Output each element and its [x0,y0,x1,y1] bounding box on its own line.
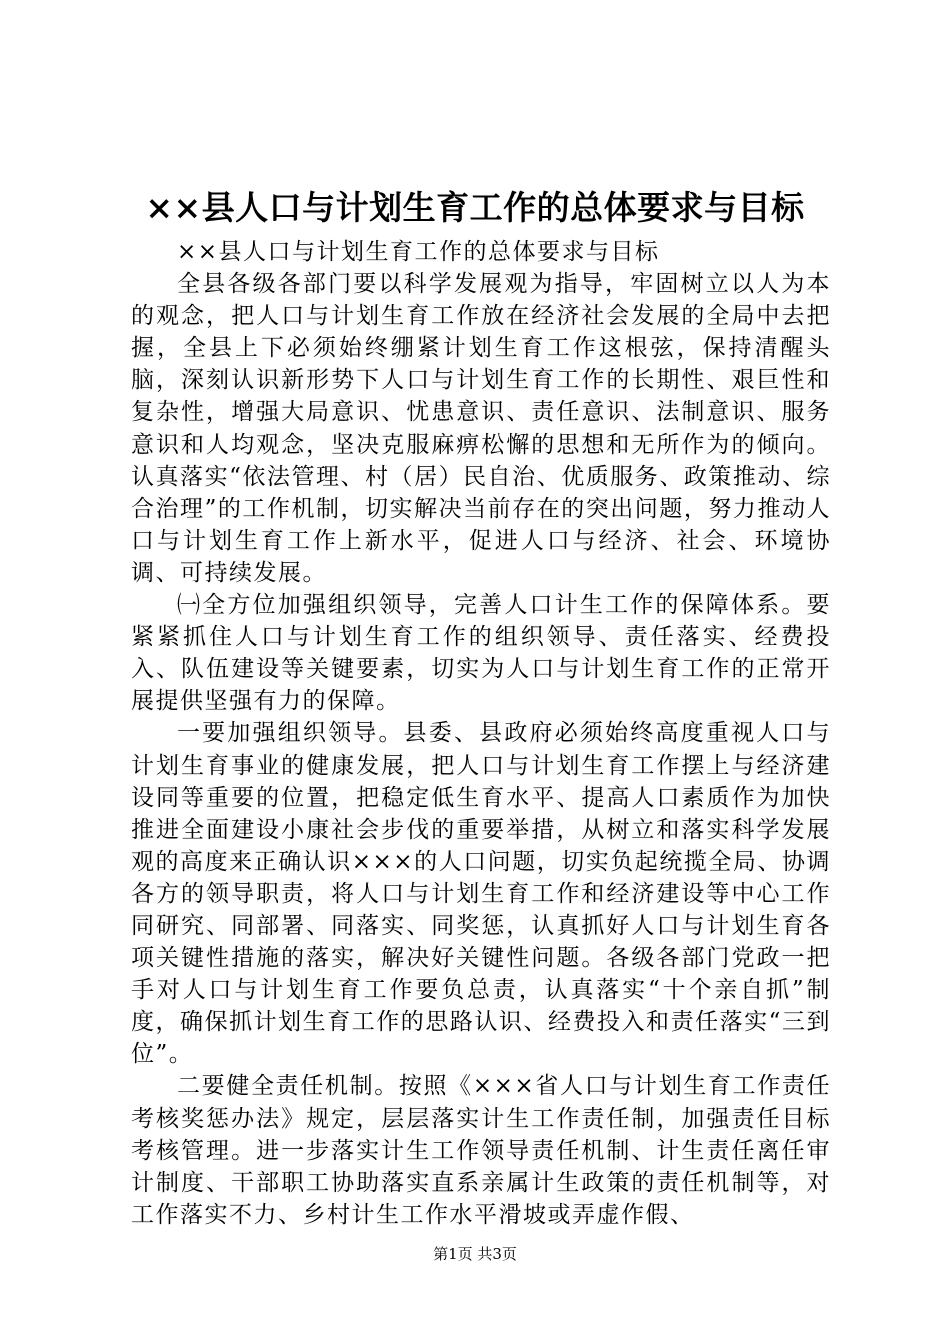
page-number-footer: 第1页 共3页 [433,1245,517,1263]
paragraph-responsibility: 二要健全责任机制。按照《×××省人口与计划生育工作责任考核奖惩办法》规定，层层落实计生工作责任制，加强责任目标考核管理。进一步落实计生工作领导责任机制、计生责任离任审计制度、干部职工协助落实直系亲属计生政策的责任机制等，对工作落实不力、乡村计生工作水平滑坡或弄虚作假、 [131,1073,831,1228]
document-title: ××县人口与计划生育工作的总体要求与目标 [145,188,805,227]
paragraph-leadership: 一要加强组织领导。县委、县政府必须始终高度重视人口与计划生育事业的健康发展，把人口与计划生育工作摆上与经济建设同等重要的位置，把稳定低生育水平、提高人口素质作为加快推进全面建设小康社会步伐的重要举措，从树立和落实科学发展观的高度来正确认识×××的人口问题，切实负起统揽全局、协调各方的领导职责，将人口与计划生育工作和经济建设等中心工作同研究、同部署、同落实、同奖惩，认真抓好人口与计划生育各项关键性措施的落实，解决好关键性问题。各级各部门党政一把手对人口与计划生育工作要负总责，认真落实“十个亲自抓”制度，确保抓计划生育工作的思路认识、经费投入和责任落实“三到位”。 [131,720,831,1068]
paragraph-subtitle: ××县人口与计划生育工作的总体要求与目标 [177,239,660,265]
paragraph-intro: 全县各级各部门要以科学发展观为指导，牢固树立以人为本的观念，把人口与计划生育工作放在经济社会发展的全局中去把握，全县上下必须始终绷紧计划生育工作这根弦，保持清醒头脑，深刻认识新形势下人口与计划生育工作的长期性、艰巨性和复杂性，增强大局意识、忧患意识、责任意识、法制意识、服务意识和人均观念，坚决克服麻痹松懈的思想和无所作为的倾向。认真落实“依法管理、村（居）民自治、优质服务、政策推动、综合治理”的工作机制，切实解决当前存在的突出问题，努力推动人口与计划生育工作上新水平，促进人口与经济、社会、环境协调、可持续发展。 [131,271,831,586]
paragraph-section-one: ㈠全方位加强组织领导，完善人口计生工作的保障体系。要紧紧抓住人口与计划生育工作的组织领导、责任落实、经费投入、队伍建设等关键要素，切实为人口与计划生育工作的正常开展提供坚强有力的保障。 [131,592,831,715]
document-body [131,236,831,1231]
